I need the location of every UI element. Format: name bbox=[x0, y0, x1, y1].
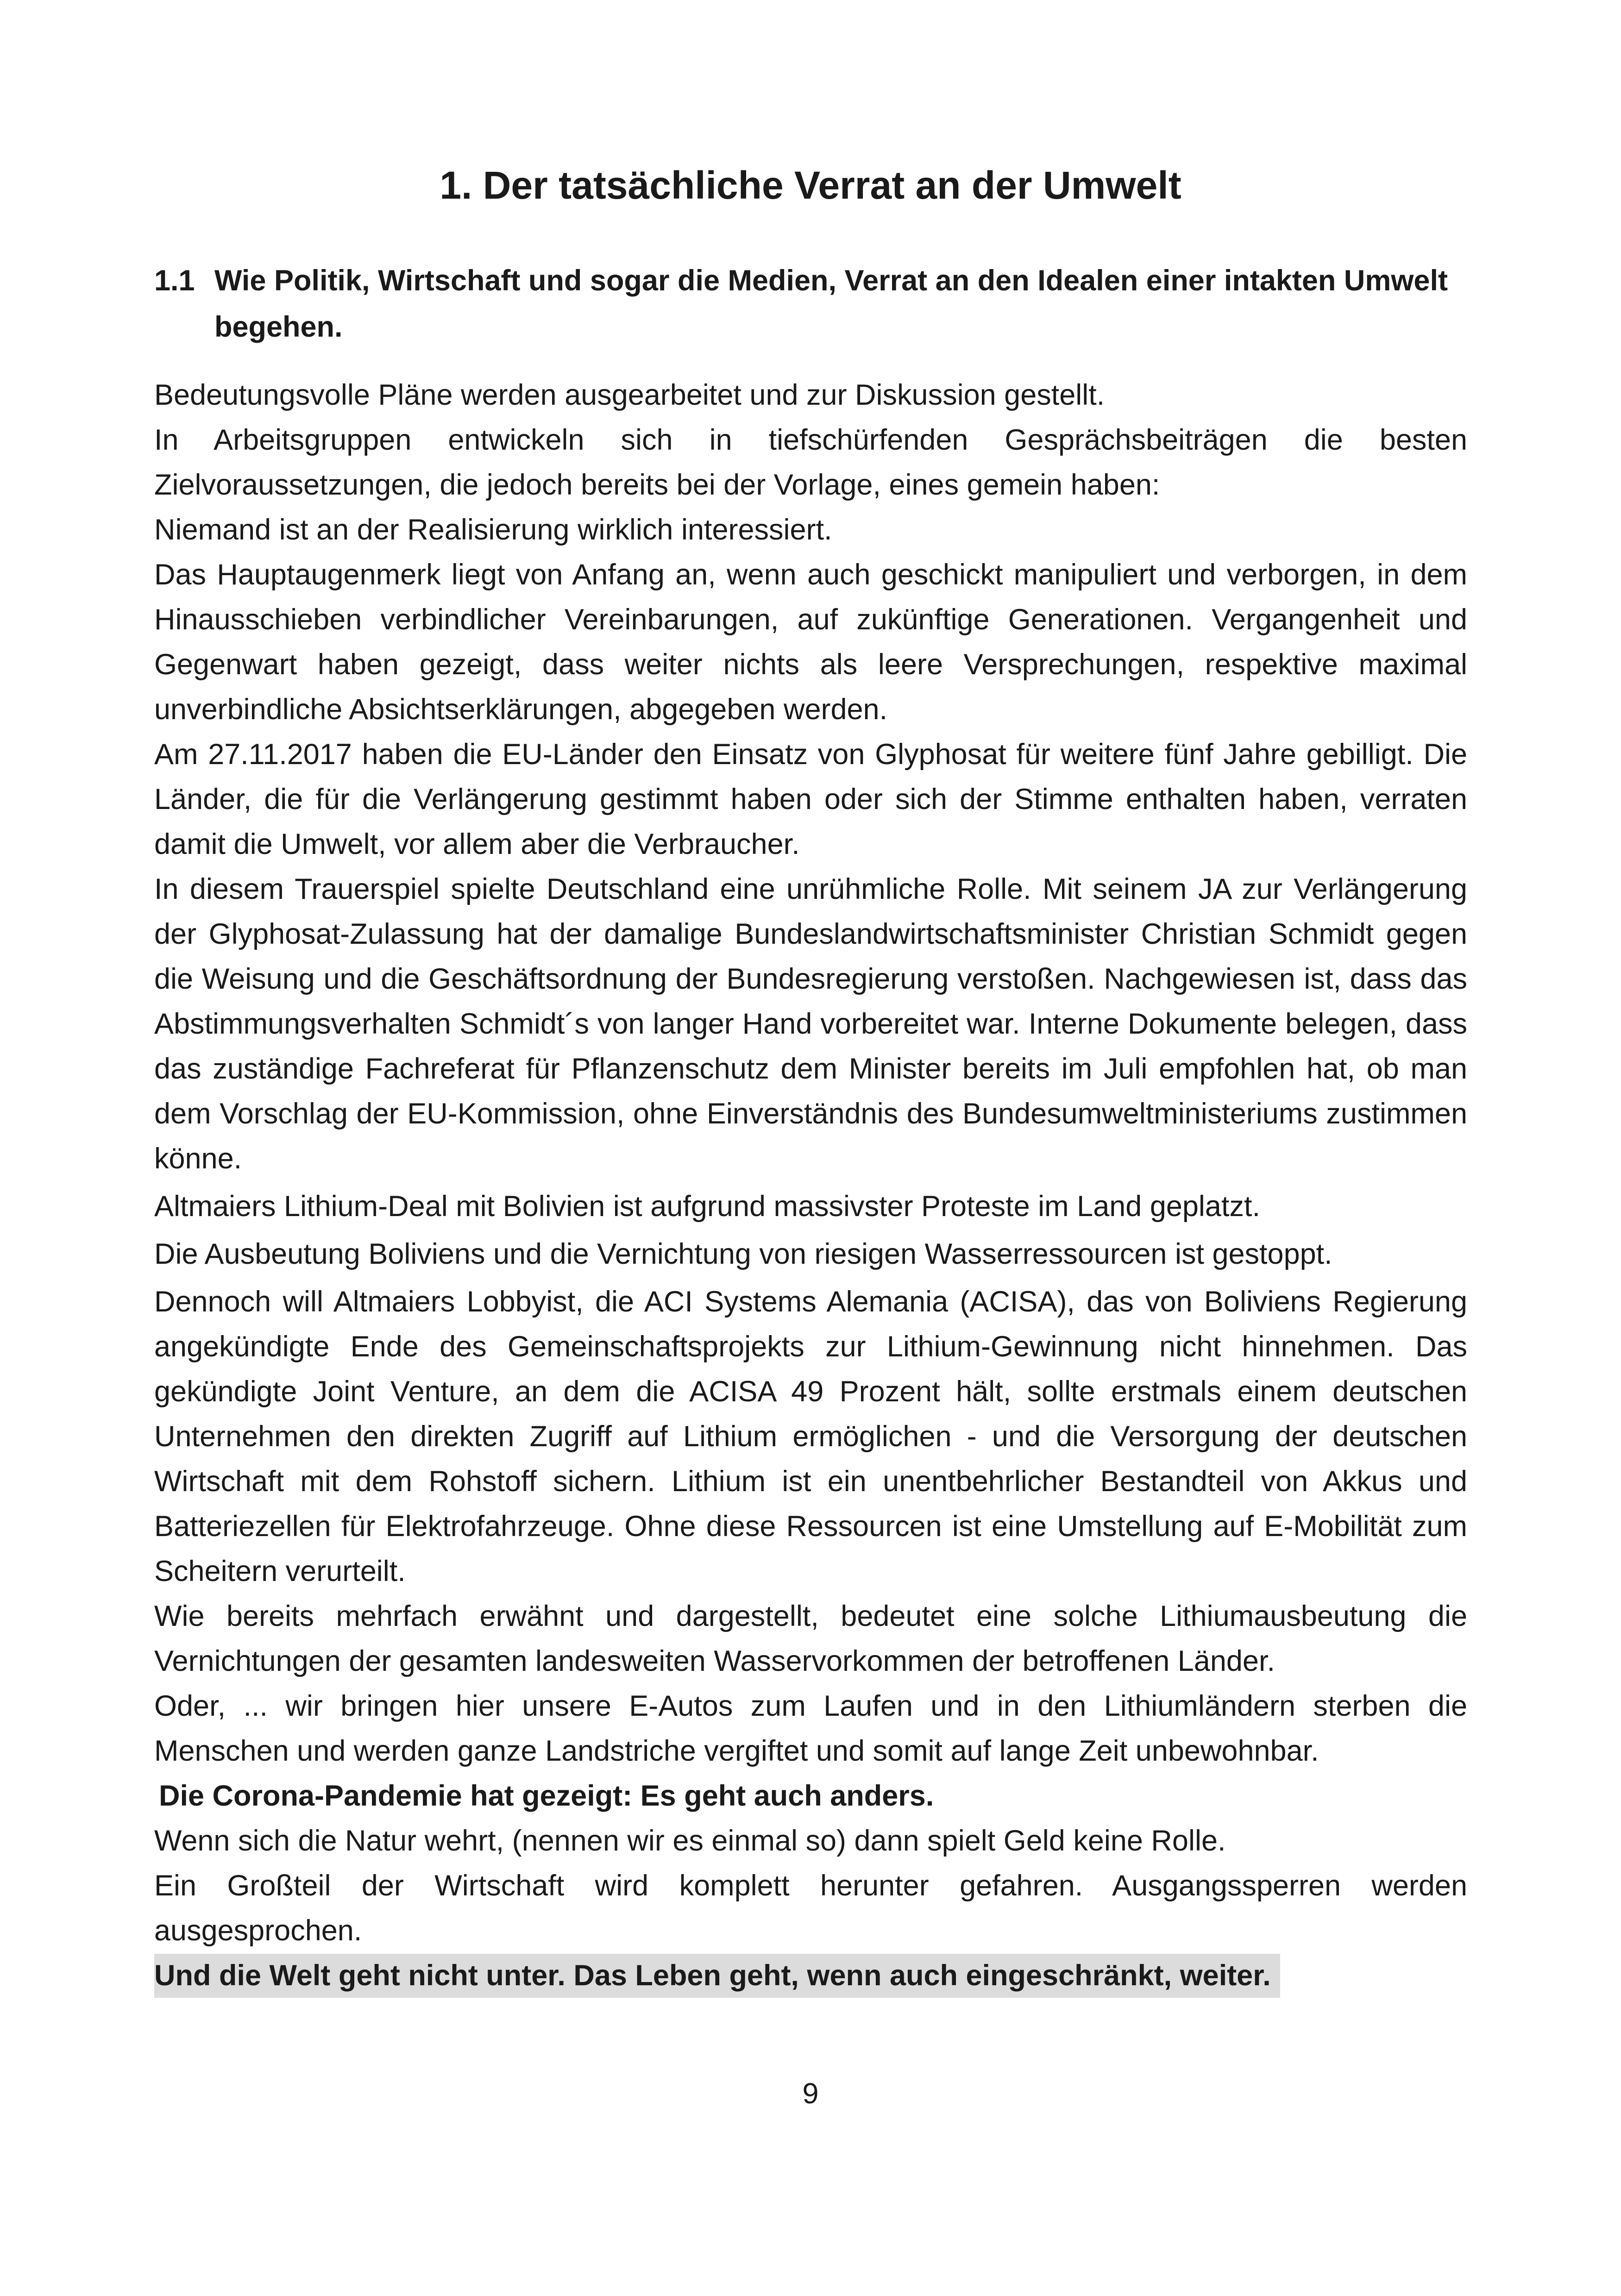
chapter-title: 1. Der tatsächliche Verrat an der Umwelt bbox=[440, 163, 1181, 207]
paragraph: Ein Großteil der Wirtschaft wird komplett herunter gefahren. Ausgangssperren werden ausgesprochen. bbox=[154, 1869, 1467, 1947]
section-heading bbox=[154, 258, 1497, 350]
paragraph: Altmaiers Lithium-Deal mit Bolivien ist aufgrund massivster Proteste im Land geplatzt. bbox=[154, 1190, 1260, 1223]
section-number: 1.1 bbox=[154, 264, 195, 297]
paragraph: Bedeutungsvolle Pläne werden ausgearbeitet und zur Diskussion gestellt. bbox=[154, 379, 1105, 411]
paragraph: In diesem Trauerspiel spielte Deutschland eine unrühmliche Rolle. Mit seinem JA zur Verlängerung der Glyphosat-Zulassung hat der damalige Bundeslandwirtschaftsminister Christian Schmidt gegen die Weisung und die Geschäftsordnung der Bundesregierung verstoßen. Nachgewiesen ist, dass das Abstimmungsverhalten Schmidt´s von langer Hand vorbereitet war. Interne Dokumente belegen, dass das zuständige Fachreferat für Pflanzenschutz dem Minister bereits im Juli empfohlen hat, ob man dem Vorschlag der EU-Kommission, ohne Einverständnis des Bundesumweltministeriums zustimmen könne. bbox=[154, 873, 1467, 1175]
paragraph: Dennoch will Altmaiers Lobbyist, die ACI Systems Alemania (ACISA), das von Boliviens Regierung angekündigte Ende des Gemeinschaftsprojekts zur Lithium-Gewinnung nicht hinnehmen. Das gekündigte Joint Venture, an dem die ACISA 49 Prozent hält, sollte erstmals einem deutschen Unternehmen den direkten Zugriff auf Lithium ermöglichen - und die Versorgung der deutschen Wirtschaft mit dem Rohstoff sichern. Lithium ist ein unentbehrlicher Bestandteil von Akkus und Batteriezellen für Elektrofahrzeuge. Ohne diese Ressourcen ist eine Umstellung auf E-Mobilität zum Scheitern verurteilt. bbox=[154, 1286, 1467, 1587]
paragraph: Die Ausbeutung Boliviens und die Vernichtung von riesigen Wasserressourcen ist gestoppt. bbox=[154, 1238, 1332, 1270]
section-title: Wie Politik, Wirtschaft und sogar die Medien, Verrat an den Idealen einer intakten Umwelt begehen. bbox=[214, 264, 1448, 343]
paragraph: Niemand ist an der Realisierung wirklich interessiert. bbox=[154, 514, 832, 546]
body-text bbox=[154, 373, 1467, 1998]
paragraph: In Arbeitsgruppen entwickeln sich in tiefschürfenden Gesprächsbeiträgen die besten Zielvoraussetzungen, die jedoch bereits bei der Vorlage, eines gemein haben: bbox=[154, 424, 1467, 501]
highlighted-paragraph bbox=[154, 1953, 1467, 1998]
paragraph: Oder, ... wir bringen hier unsere E-Autos zum Laufen und in den Lithiumländern sterben die Menschen und werden ganze Landstriche vergiftet und somit auf lange Zeit unbewohnbar. bbox=[154, 1690, 1467, 1767]
page-number: 9 bbox=[802, 2077, 819, 2110]
paragraph: Wenn sich die Natur wehrt, (nennen wir es einmal so) dann spielt Geld keine Rolle. bbox=[154, 1825, 1226, 1857]
highlighted-statement: Und die Welt geht nicht unter. Das Leben geht, wenn auch eingeschränkt, weiter. bbox=[154, 1954, 1280, 1998]
paragraph: Das Hauptaugenmerk liegt von Anfang an, wenn auch geschickt manipuliert und verborgen, in dem Hinausschieben verbindlicher Vereinbarungen, auf zukünftige Generationen. Vergangenheit und Gegenwart haben gezeigt, dass weiter nichts als leere Versprechungen, respektive maximal unverbindliche Absichtserklärungen, abgegeben werden. bbox=[154, 558, 1467, 726]
paragraph: Wie bereits mehrfach erwähnt und dargestellt, bedeutet eine solche Lithiumausbeutung die Vernichtungen der gesamten landesweiten Wasservorkommen der betroffenen Länder. bbox=[154, 1600, 1467, 1677]
paragraph: Am 27.11.2017 haben die EU-Länder den Einsatz von Glyphosat für weitere fünf Jahre gebilligt. Die Länder, die für die Verlängerung gestimmt haben oder sich der Stimme enthalten haben, verraten damit die Umwelt, vor allem aber die Verbraucher. bbox=[154, 738, 1467, 860]
bold-statement: Die Corona-Pandemie hat gezeigt: Es geht auch anders. bbox=[159, 1780, 934, 1812]
